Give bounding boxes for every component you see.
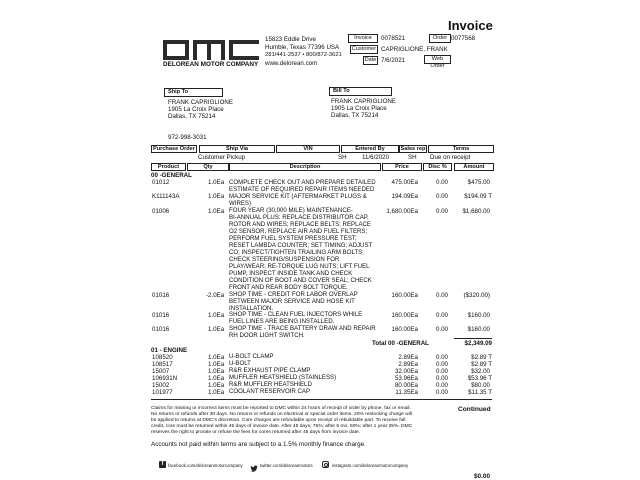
balance-due: $0.00 — [474, 473, 490, 480]
row-desc-line: ROTOR AND WIRES; REPLACE BELTS; REPLACE — [229, 221, 371, 228]
row-qty: 1.0Ea — [208, 326, 225, 333]
row-product: K111143A — [152, 193, 180, 200]
row-amount: $1,680.00 — [462, 208, 490, 215]
row-desc-line: FRONT AND REAR BODY BOLT TORQUE. — [229, 284, 348, 291]
row-desc-line: U-BOLT — [229, 360, 251, 367]
total-general-amount: $2,349.09 — [464, 340, 492, 347]
entered-date-value: 11/6/2020 — [362, 154, 390, 161]
row-product: 01012 — [152, 179, 170, 186]
row-desc-line: PERFORM FUEL SYSTEM PRESSURE TEST; — [229, 235, 357, 242]
fine-print-line: Claims for missing or incorrect items must be reported to DMC within 24 hours of receipt of order by phone, fax or email. — [151, 406, 411, 411]
entered-by-value: SH — [338, 154, 347, 161]
continued-label: Continued — [458, 406, 491, 413]
row-product: 01016 — [152, 292, 170, 299]
row-product: 101977 — [152, 389, 173, 396]
facebook-link[interactable]: facebook.com/deloreanmotorcompany — [168, 463, 243, 468]
row-disc: 0.00 — [435, 208, 448, 215]
row-amount: ($320.00) — [463, 292, 490, 299]
row-qty: 1.0Ea — [208, 368, 225, 375]
row-amount: $2.89 T — [471, 354, 492, 361]
bill-to-street: 1905 La Croix Place — [331, 105, 387, 112]
col-qty: Qty — [187, 163, 229, 171]
col-description: Description — [229, 163, 381, 171]
row-disc: 0.00 — [435, 361, 448, 368]
row-product: 108517 — [152, 361, 173, 368]
row-desc-line: U-BOLT CLAMP — [229, 353, 274, 360]
fine-print-line: No returns or refunds after 30 days. No returns or refunds on electrical or special order items. 20% restocking charge will — [151, 412, 412, 417]
ship-via-header: Ship Via — [199, 145, 275, 153]
customer-name: CAPRIGLIONE, FRANK — [381, 46, 448, 53]
customer-phone: 972-998-3031 — [168, 134, 207, 141]
row-product: 01006 — [152, 208, 170, 215]
fine-print-line: reserves the right to prorate or refuse the fees for cores returned after 45 days from invoice date. — [151, 430, 361, 435]
row-price: 160.00Ea — [391, 326, 418, 333]
row-amount: $194.09 T — [464, 193, 492, 200]
row-price: 475.00Ea — [391, 179, 418, 186]
row-disc: 0.00 — [435, 354, 448, 361]
purchase-order-header: Purchase Order — [151, 145, 197, 153]
row-desc-line: CHECK STEERING/SUSPENSION FOR — [229, 256, 340, 263]
bill-to-label: Bill To — [329, 87, 392, 96]
order-no: 0077568 — [451, 35, 476, 42]
row-qty: 1.0Ea — [208, 179, 225, 186]
table-bottom-divider — [151, 399, 492, 400]
company-phone: 281/441-2537 • 800/872-3621 — [265, 52, 342, 58]
company-address-2: Humble, Texas 77396 USA — [265, 44, 340, 51]
row-amount: $475.00 — [467, 179, 490, 186]
row-desc-line: RESET LAMBDA COUNTER; SET TIMING; ADJUST — [229, 242, 373, 249]
row-disc: 0.00 — [435, 292, 448, 299]
ship-to-name: FRANK CAPRIGLIONE — [168, 99, 233, 106]
row-desc-line: INSTALLATION. — [229, 305, 274, 312]
row-disc: 0.00 — [435, 326, 448, 333]
vin-header: VIN — [276, 145, 340, 153]
row-price: 2.89Ea — [398, 361, 418, 368]
col-product: Product — [151, 163, 186, 171]
row-desc-line: COMPLETE CHECK OUT AND PREPARE DETAILED — [229, 179, 376, 186]
invoice-date: 7/6/2021 — [381, 57, 406, 64]
row-disc: 0.00 — [435, 193, 448, 200]
row-amount: $32.00 — [471, 368, 490, 375]
terms-value: Due on receipt — [430, 154, 471, 161]
bill-to-name: FRANK CAPRIGLIONE — [331, 98, 396, 105]
row-desc-line: ESTIMATE OF REQUIRED REPAIR ITEMS NEEDED — [229, 186, 375, 193]
section-title-engine: 01 - ENGINE — [151, 347, 188, 354]
row-disc: 0.00 — [435, 179, 448, 186]
row-product: 15007 — [152, 368, 170, 375]
row-price: 1,680.00Ea — [386, 208, 418, 215]
terms-header: Terms — [428, 145, 494, 153]
sales-rep-value: SH — [408, 154, 417, 161]
row-qty: -2.0Ea — [206, 292, 225, 299]
row-desc-line: BETWEEN MAJOR SERVICE AND HOSE KIT — [229, 298, 355, 305]
row-product: 15002 — [152, 382, 170, 389]
company-web: www.delorean.com — [265, 60, 318, 67]
facebook-icon: f — [159, 461, 166, 468]
col-price: Price — [382, 163, 422, 171]
row-price: 53.96Ea — [394, 375, 418, 382]
row-desc-line: WIRES) — [229, 200, 252, 207]
twitter-icon — [250, 460, 258, 468]
row-desc-line: CO; INSPECT/TIGHTEN TRAILING ARM BOLTS; — [229, 249, 364, 256]
row-desc-line: COOLANT RESERVOIR CAP — [229, 388, 311, 395]
row-disc: 0.00 — [435, 312, 448, 319]
row-amount: $11.35 T — [468, 389, 492, 396]
row-price: 160.00Ea — [391, 292, 418, 299]
row-amount: $80.00 — [471, 382, 490, 389]
date-label: Date — [364, 57, 377, 63]
row-price: 80.00Ea — [394, 382, 418, 389]
row-desc-line: SHOP TIME - CLEAN FUEL INJECTORS WHILE — [229, 311, 363, 318]
row-desc-line: R&R MUFFLER HEATSHIELD — [229, 381, 312, 388]
invoice-no: 0078521 — [381, 35, 406, 42]
row-desc-line: CONDITION OF BOOT AND COVER SEAL; CHECK — [229, 277, 372, 284]
row-desc-line: RH DOOR LIGHT SWITCH. — [229, 332, 305, 339]
section-title-general: 00 -GENERAL — [151, 172, 192, 179]
row-amount: $53.96 T — [467, 375, 492, 382]
row-qty: 1.0Ea — [208, 354, 225, 361]
row-product: 01016 — [152, 312, 170, 319]
row-desc-line: FUEL LINES ARE BEING INSTALLED. — [229, 318, 335, 325]
bill-to-city: Dallas, TX 75214 — [331, 112, 379, 119]
row-desc-line: SHOP TIME - CREDIT FOR LABOR OVERLAP — [229, 291, 358, 298]
ship-to-label: Ship To — [164, 88, 223, 97]
row-amount: $160.00 — [467, 326, 490, 333]
fine-print-line: be applied to returns at DMC's discretion. Core charges are refundable upon receipt of rebuildable part. To receive full — [151, 418, 406, 423]
row-desc-line: R&R EXHAUST PIPE CLAMP — [229, 367, 311, 374]
company-address-1: 15823 Eddie Drive — [265, 36, 316, 43]
row-disc: 0.00 — [435, 368, 448, 375]
row-price: 2.89Ea — [398, 354, 418, 361]
invoice-title: Invoice — [448, 18, 493, 33]
row-desc-line: O2 SENSOR, REPLACE AIR AND FUEL FILTERS; — [229, 228, 368, 235]
row-desc-line: MAJOR SERVICE KIT (AFTERMARKET PLUGS & — [229, 193, 367, 200]
order-no-label: Order — [429, 34, 451, 43]
row-disc: 0.00 — [435, 389, 448, 396]
row-amount: $160.00 — [467, 312, 490, 319]
row-qty: 1.0Ea — [208, 389, 225, 396]
row-price: 11.35Ea — [395, 389, 418, 396]
instagram-link[interactable]: instagram.com/deloreanmotorcompany — [332, 463, 409, 468]
total-underline — [454, 338, 492, 339]
finance-note: Accounts not paid within terms are subject to a 1.5% monthly finance charge. — [151, 441, 366, 448]
row-amount: $2.89 T — [471, 361, 492, 368]
customer-label: Customer — [351, 46, 377, 52]
row-disc: 0.00 — [435, 375, 448, 382]
row-price: 194.09Ea — [391, 193, 418, 200]
invoice-no-label: Invoice — [348, 34, 378, 43]
ship-to-city: Dallas, TX 75214 — [168, 113, 216, 120]
row-price: 32.00Ea — [394, 368, 418, 375]
row-product: 108520 — [152, 354, 173, 361]
row-qty: 1.0Ea — [208, 382, 225, 389]
ship-to-street: 1905 La Croix Place — [168, 106, 224, 113]
row-qty: 1.0Ea — [208, 375, 225, 382]
col-amount: Amount — [454, 163, 494, 171]
row-product: 01016 — [152, 326, 170, 333]
ship-via-value: Customer Pickup — [198, 154, 246, 161]
row-product: 106931N — [152, 375, 178, 382]
col-disc: Disc % — [423, 163, 452, 171]
row-qty: 1.0Ea — [208, 208, 225, 215]
sales-rep-header: Sales rep — [400, 146, 426, 152]
row-qty: 1.0Ea — [208, 312, 225, 319]
instagram-icon — [322, 461, 329, 468]
row-desc-line: BI-ANNUAL PLUS: REPLACE DISTRIBUTOR CAP, — [229, 214, 369, 221]
twitter-link[interactable]: twitter.com/deloreanmotors — [260, 463, 313, 468]
weborder-label: Web Order — [424, 55, 451, 64]
row-desc-line: FOUR YEAR (30,000 MILE) MAINTENANCE- — [229, 207, 353, 214]
total-general-label: Total 00 -GENERAL — [372, 340, 429, 347]
fine-print-line: credit, core must be returned within 45 days of invoice date. After 45 days, 75%; after 6 mo. 50%; after 1 year 25%. DMC — [151, 424, 413, 429]
row-qty: 1.0Ea — [208, 361, 225, 368]
row-qty: 1.0Ea — [208, 193, 225, 200]
row-desc-line: PLAY/WEAR; RE-TORQUE LUG NUTS; LIFT FUEL — [229, 263, 370, 270]
row-desc-line: PUMP, INSPECT INSIDE TANK AND CHECK — [229, 270, 353, 277]
row-desc-line: SHOP TIME - TRACE BATTERY DRAW AND REPAIR — [229, 325, 376, 332]
row-disc: 0.00 — [435, 382, 448, 389]
entered-by-header: Entered By — [341, 145, 399, 153]
row-desc-line: MUFFLER HEATSHIELD (STAINLESS) — [229, 374, 337, 381]
company-name: DELOREAN MOTOR COMPANY — [163, 61, 259, 68]
row-price: 160.00Ea — [391, 312, 418, 319]
